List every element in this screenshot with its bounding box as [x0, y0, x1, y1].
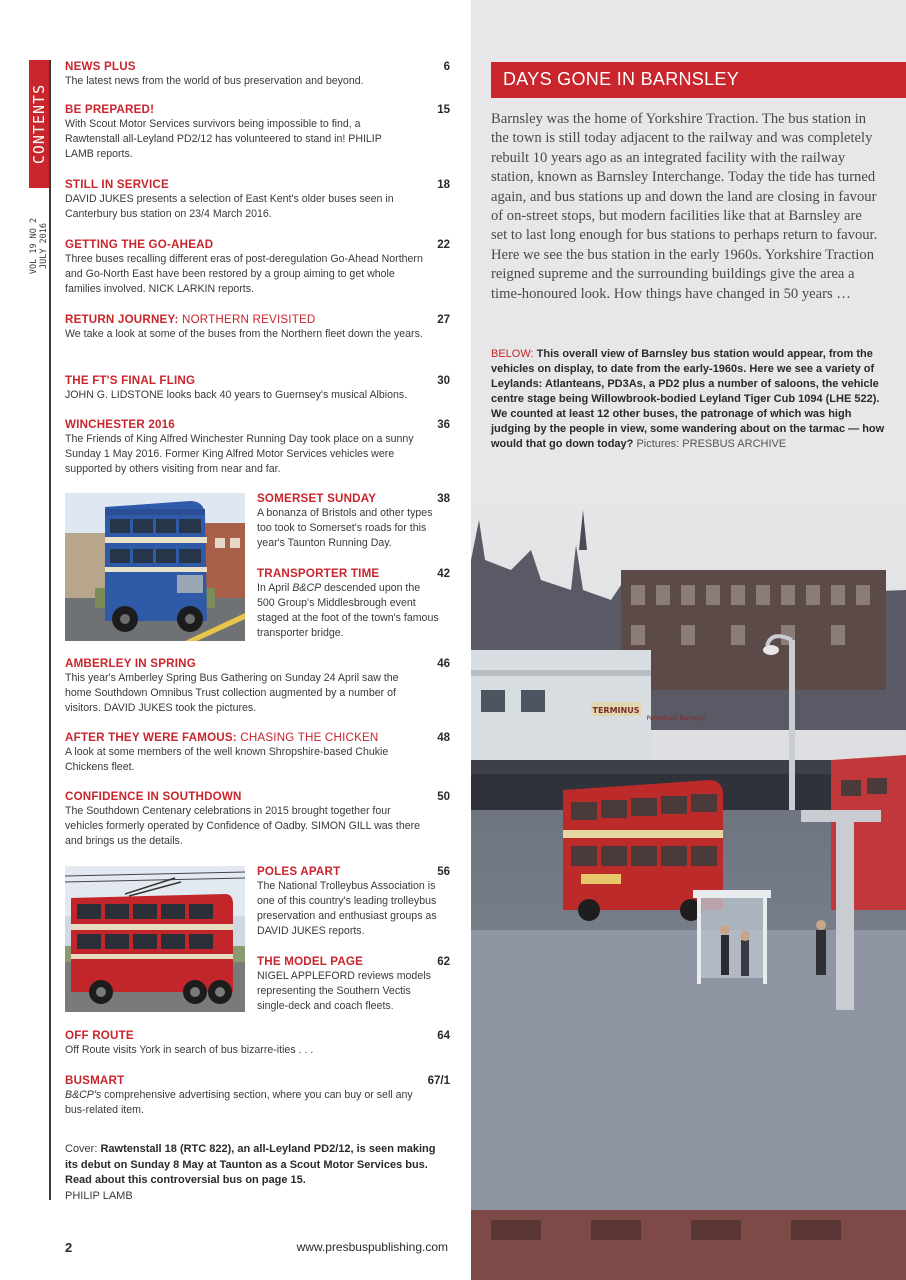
entry-page: 50 [437, 791, 450, 803]
entry-page: 27 [437, 314, 450, 326]
red-trolleybus-image [65, 866, 245, 1012]
entry-description: The National Trolleybus Association is one of this country's leading trolleybus preservation and enthusiast groups as DAVID JUKES reports. [257, 880, 437, 937]
website-link[interactable]: www.presbuspublishing.com [296, 1240, 448, 1254]
entry-description: A look at some members of the well known Shropshire-based Chukie Chickens fleet. [65, 746, 389, 773]
contents-spine [29, 60, 51, 1200]
entry-page: 36 [437, 419, 450, 431]
toc-entry[interactable] [65, 418, 450, 477]
entry-title: BE PREPARED! [65, 103, 155, 116]
entry-title: POLES APART [257, 865, 341, 878]
toc-entry[interactable] [65, 657, 450, 716]
feature-intro: Barnsley was the home of Yorkshire Traction. The bus station in the town is still today adjacent to the railway and was completely rebuilt 10 years ago as an integrated facility with the railway station, known as Barnsley Interchange. Today the tide has turned again, and bus stations up and down the land are closing in favour of on-street stops, but modern facilities like that at Barnsley are set to last long enough for bus stations to perhaps return to favour. Here we see the bus station in the early 1960s. Yorkshire Traction reigned supreme and the surrounding buildings give the area a time-honoured look. How things have changed in 50 years … [491, 111, 878, 302]
entry-description: DAVID JUKES presents a selection of East Kent's older buses seen in Canterbury bus station on 23/4 March 2016. [65, 193, 394, 220]
somerset-sunday-photo [65, 493, 245, 641]
entry-title: AMBERLEY IN SPRING [65, 657, 196, 670]
entry-title: WINCHESTER 2016 [65, 418, 175, 431]
section-tab [29, 60, 49, 188]
entry-page: 18 [437, 179, 450, 191]
entry-title: SOMERSET SUNDAY [257, 492, 377, 505]
toc-entry[interactable] [65, 60, 450, 89]
entry-page: 42 [437, 568, 450, 580]
entry-title: GETTING THE GO-AHEAD [65, 238, 214, 251]
entry-title: THE MODEL PAGE [257, 955, 364, 968]
toc-entry[interactable] [65, 731, 450, 775]
section-label: CONTENTS [30, 83, 48, 165]
toc-entry[interactable] [65, 1029, 450, 1058]
entry-description: B&CP's comprehensive advertising section, where you can buy or sell any bus-related item. [65, 1089, 413, 1116]
entry-description: We take a look at some of the buses from the Northern fleet down the years. [65, 328, 423, 340]
toc-entry[interactable] [65, 178, 450, 222]
entry-page: 56 [437, 866, 450, 878]
destination-sign: Pontefract Barnsley [646, 715, 706, 722]
toc-entry[interactable] [65, 238, 450, 297]
entry-title: OFF ROUTE [65, 1029, 134, 1042]
entry-title-suffix: CHASING THE CHICKEN [240, 731, 379, 744]
terminus-sign: TERMINUS [592, 706, 640, 715]
feature-panel [471, 0, 906, 1280]
entry-page: 67/1 [427, 1075, 450, 1087]
entry-title: THE FT'S FINAL FLING [65, 374, 196, 387]
entry-title: RETURN JOURNEY: [65, 313, 179, 326]
toc-entry[interactable] [257, 955, 450, 1014]
issue-volume: VOL 19 NO 2 [29, 217, 39, 275]
entry-description: JOHN G. LIDSTONE looks back 40 years to Guernsey's musical Albions. [65, 389, 408, 401]
entry-description: Off Route visits York in search of bus bizarre-ities . . . [65, 1044, 314, 1056]
entry-description: This year's Amberley Spring Bus Gathering on Sunday 24 April saw the home Southdown Omnibus Trust collection augmented by a number of visitors. DAVID JUKES took the pictures. [65, 672, 399, 714]
entry-page: 38 [437, 493, 450, 505]
entry-description: NIGEL APPLEFORD reviews models representing the Southern Vectis single-deck and coach fleets. [257, 970, 431, 1012]
entry-title-suffix: NORTHERN REVISITED [182, 313, 316, 326]
photo-caption [491, 347, 886, 452]
entry-page: 48 [437, 732, 450, 744]
toc-entry[interactable] [65, 103, 450, 162]
spine-divider [49, 60, 51, 1200]
cover-text: Rawtenstall 18 (RTC 822), an all-Leyland PD2/12, is seen making its debut on Sunday 8 May at Taunton as a Scout Motor Services bus. Read about this controversial bus on page 15. [65, 1143, 436, 1186]
caption-credit: Pictures: PRESBUS ARCHIVE [636, 438, 787, 450]
entry-description: With Scout Motor Services survivors being impossible to find, a Rawtenstall all-Leyland PD2/12 has volunteered to stand in! PHILIP LAMB reports. [65, 118, 382, 160]
blue-bus-image [65, 493, 245, 641]
entry-page: 46 [437, 658, 450, 670]
cover-label: Cover: [65, 1143, 101, 1155]
issue-date: JULY 2016 [39, 222, 49, 270]
poles-apart-photo [65, 866, 245, 1012]
cover-caption [65, 1142, 450, 1204]
entry-description: The Friends of King Alfred Winchester Running Day took place on a sunny Sunday 1 May 2016. Former King Alfred Motor Services vehicles were supported by others visiting from near and far. [65, 433, 414, 475]
caption-text: This overall view of Barnsley bus station would appear, from the vehicles on display, to date from the early-1960s. Here we see a variety of Leylands: Atlanteans, PD3As, a PD2 plus a number of saloons, the vehicle centre stage being Willowbrook-bodied Leyland Tiger Cub 1094 (LHE 522). We counted at least 12 other buses, the patronage of which was high judging by the people in view, some wandering about on the tarmac — how would that go down today? [491, 348, 885, 450]
entry-title: CONFIDENCE IN SOUTHDOWN [65, 790, 242, 803]
cover-credit: PHILIP LAMB [65, 1189, 133, 1202]
entry-title: BUSMART [65, 1074, 125, 1087]
toc-entry[interactable] [257, 567, 450, 641]
toc-entry[interactable] [257, 492, 450, 551]
entry-page: 64 [437, 1030, 450, 1042]
toc-entry[interactable] [65, 1074, 450, 1118]
entry-description: Three buses recalling different eras of post-deregulation Go-Ahead Northern and Go-North East have been restored by a group aiming to get whole families involved. NICK LARKIN reports. [65, 253, 423, 295]
entry-title: TRANSPORTER TIME [257, 567, 380, 580]
entry-page: 30 [437, 375, 450, 387]
entry-page: 6 [443, 61, 450, 73]
entry-title: AFTER THEY WERE FAMOUS: [65, 731, 237, 744]
entry-page: 62 [437, 956, 450, 968]
feature-headline-bar [491, 62, 906, 98]
toc-entry[interactable] [257, 865, 450, 939]
caption-label: BELOW: [491, 348, 537, 360]
page-number: 2 [65, 1240, 73, 1255]
toc-entry[interactable] [65, 313, 450, 342]
entry-description: A bonanza of Bristols and other types too took to Somerset's roads for this year's Taunton Running Day. [257, 507, 433, 549]
entry-description: In April B&CP descended upon the 500 Group's Middlesbrough event staged at the foot of the town's famous transporter bridge. [257, 582, 439, 639]
entry-description: The Southdown Centenary celebrations in 2015 brought together four vehicles formerly operated by Confidence of Oadby. SIMON GILL was there and brings us the details. [65, 805, 421, 847]
entry-title: NEWS PLUS [65, 60, 136, 73]
entry-page: 22 [437, 239, 450, 251]
feature-headline: DAYS GONE IN BARNSLEY [503, 69, 740, 89]
entry-description: The latest news from the world of bus preservation and beyond. [65, 75, 364, 87]
entry-page: 15 [437, 104, 450, 116]
toc-entry[interactable] [65, 374, 450, 403]
issue-info [29, 200, 49, 292]
entry-title: STILL IN SERVICE [65, 178, 169, 191]
toc-entry[interactable] [65, 790, 450, 849]
barnsley-bus-station-photo [471, 490, 906, 1280]
